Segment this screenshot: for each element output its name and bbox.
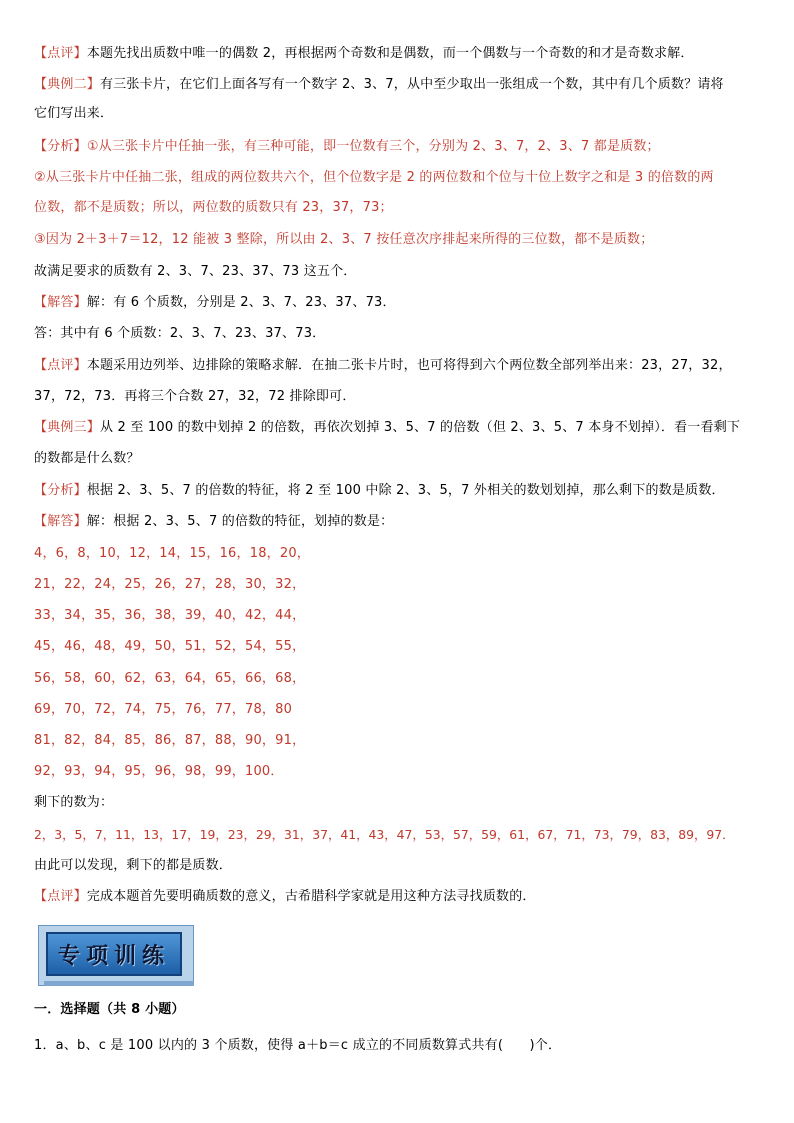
analysis-tag: 【分析】 xyxy=(34,139,87,154)
comment-2-cont xyxy=(34,387,764,407)
example-3 xyxy=(34,418,764,438)
analysis-text: 根据 2、3、5、7 的倍数的特征，将 2 至 100 中除 2、3、5，7 外相关的数划划掉，那么剩下的数是质数． xyxy=(86,483,725,498)
section-heading: 一．选择题（共 8 小题） xyxy=(34,1002,185,1017)
answer-2 xyxy=(34,293,764,313)
answer-tag: 【解答】 xyxy=(34,514,87,529)
banner-shadow xyxy=(44,981,194,986)
crossed-numbers-row: 92，93，94，95，96，98，99，100． xyxy=(34,764,284,779)
remaining-primes: 2，3，5，7，11，13，17，19，23，29，31，37，41，43，47，53，57，59，61，67，71，73，79，83，89，97． xyxy=(34,827,735,842)
answer-text: 解：有 6 个质数，分别是 2、3、7、23、37、73． xyxy=(86,295,396,310)
comment-text: 本题采用边列举、边排除的策略求解．在抽二张卡片时，也可将得到六个两位数全部列举出来：23，27，32， xyxy=(86,358,732,373)
analysis-2-line2 xyxy=(34,168,764,188)
crossed-numbers-row: 81，82，84，85，86，87，88，90，91， xyxy=(34,733,306,748)
comment-text: 完成本题首先要明确质数的意义，古希腊科学家就是用这种方法寻找质数的． xyxy=(86,889,536,904)
question-1: 1．a、b、c 是 100 以内的 3 个质数，使得 a＋b＝c 成立的不同质数算式共有( )个． xyxy=(34,1038,562,1053)
crossed-numbers-row: 33，34，35，36，38，39，40，42，44， xyxy=(34,608,306,623)
banner-title: 专项训练 xyxy=(57,942,170,969)
crossed-numbers-row: 69，70，72，74，75，76，77，78，80 xyxy=(34,702,293,717)
analysis-text: ②从三张卡片中任抽二张，组成的两位数共六个，但个位数字是 2 的两位数和个位与十位上数字之和是 3 的倍数的两 xyxy=(34,170,714,185)
example-text: 的数都是什么数？ xyxy=(34,451,140,466)
remaining-label: 剩下的数为： xyxy=(34,795,114,810)
example-tag: 【典例三】 xyxy=(34,420,101,435)
comment-text: 本题先找出质数中唯一的偶数 2，再根据两个奇数和是偶数，而一个偶数与一个奇数的和才是奇数求解． xyxy=(86,46,694,61)
analysis-3 xyxy=(34,481,764,501)
answer-reply: 答：其中有 6 个质数：2、3、7、23、37、73． xyxy=(34,326,326,341)
example-2-cont xyxy=(34,104,764,124)
analysis-text: ③因为 2＋3＋7＝12，12 能被 3 整除，所以由 2、3、7 按任意次序排起来所得的三位数，都不是质数； xyxy=(34,232,654,247)
example-3-cont xyxy=(34,449,764,469)
example-2 xyxy=(34,75,764,95)
example-text: 有三张卡片，在它们上面各写有一个数字 2、3、7，从中至少取出一张组成一个数，其中有几个质数？请将 xyxy=(100,77,724,92)
analysis-2 xyxy=(34,137,764,157)
special-training-banner xyxy=(38,925,194,986)
comment-1 xyxy=(34,44,764,64)
answer-2-reply xyxy=(34,324,764,344)
banner-plate xyxy=(46,932,182,976)
crossed-numbers-row: 21，22，24，25，26，27，28，30，32， xyxy=(34,577,306,592)
analysis-tag: 【分析】 xyxy=(34,483,87,498)
analysis-text: 位数，都不是质数；所以，两位数的质数只有 23，37，73； xyxy=(34,200,393,215)
analysis-2-line4 xyxy=(34,230,764,250)
comment-text: 37，72，73．再将三个合数 27，32，72 排除即可． xyxy=(34,389,356,404)
conclusion: 由此可以发现，剩下的都是质数． xyxy=(34,858,233,873)
answer-tag: 【解答】 xyxy=(34,295,87,310)
analysis-2-line5 xyxy=(34,262,764,282)
comment-3 xyxy=(34,887,764,907)
example-text: 它们写出来． xyxy=(34,106,114,121)
example-text: 从 2 至 100 的数中划掉 2 的倍数，再依次划掉 3、5、7 的倍数（但 2、3、5、7 本身不划掉）．看一看剩下 xyxy=(100,420,741,435)
comment-tag: 【点评】 xyxy=(34,358,87,373)
analysis-text: ①从三张卡片中任抽一张，有三种可能，即一位数有三个，分别为 2、3、7，2、3、7 都是质数； xyxy=(86,139,660,154)
crossed-numbers-row: 45，46，48，49，50，51，52，54，55， xyxy=(34,639,306,654)
analysis-text: 故满足要求的质数有 2、3、7、23、37、73 这五个． xyxy=(34,264,357,279)
comment-tag: 【点评】 xyxy=(34,46,87,61)
example-tag: 【典例二】 xyxy=(34,77,101,92)
crossed-numbers-row: 4，6，8，10，12，14，15，16，18，20， xyxy=(34,546,311,561)
comment-tag: 【点评】 xyxy=(34,889,87,904)
answer-3 xyxy=(34,512,764,532)
crossed-numbers-row: 56，58，60，62，63，64，65，66，68， xyxy=(34,671,306,686)
answer-text: 解：根据 2、3、5、7 的倍数的特征，划掉的数是： xyxy=(86,514,394,529)
comment-2 xyxy=(34,356,764,376)
analysis-2-line3 xyxy=(34,198,764,218)
